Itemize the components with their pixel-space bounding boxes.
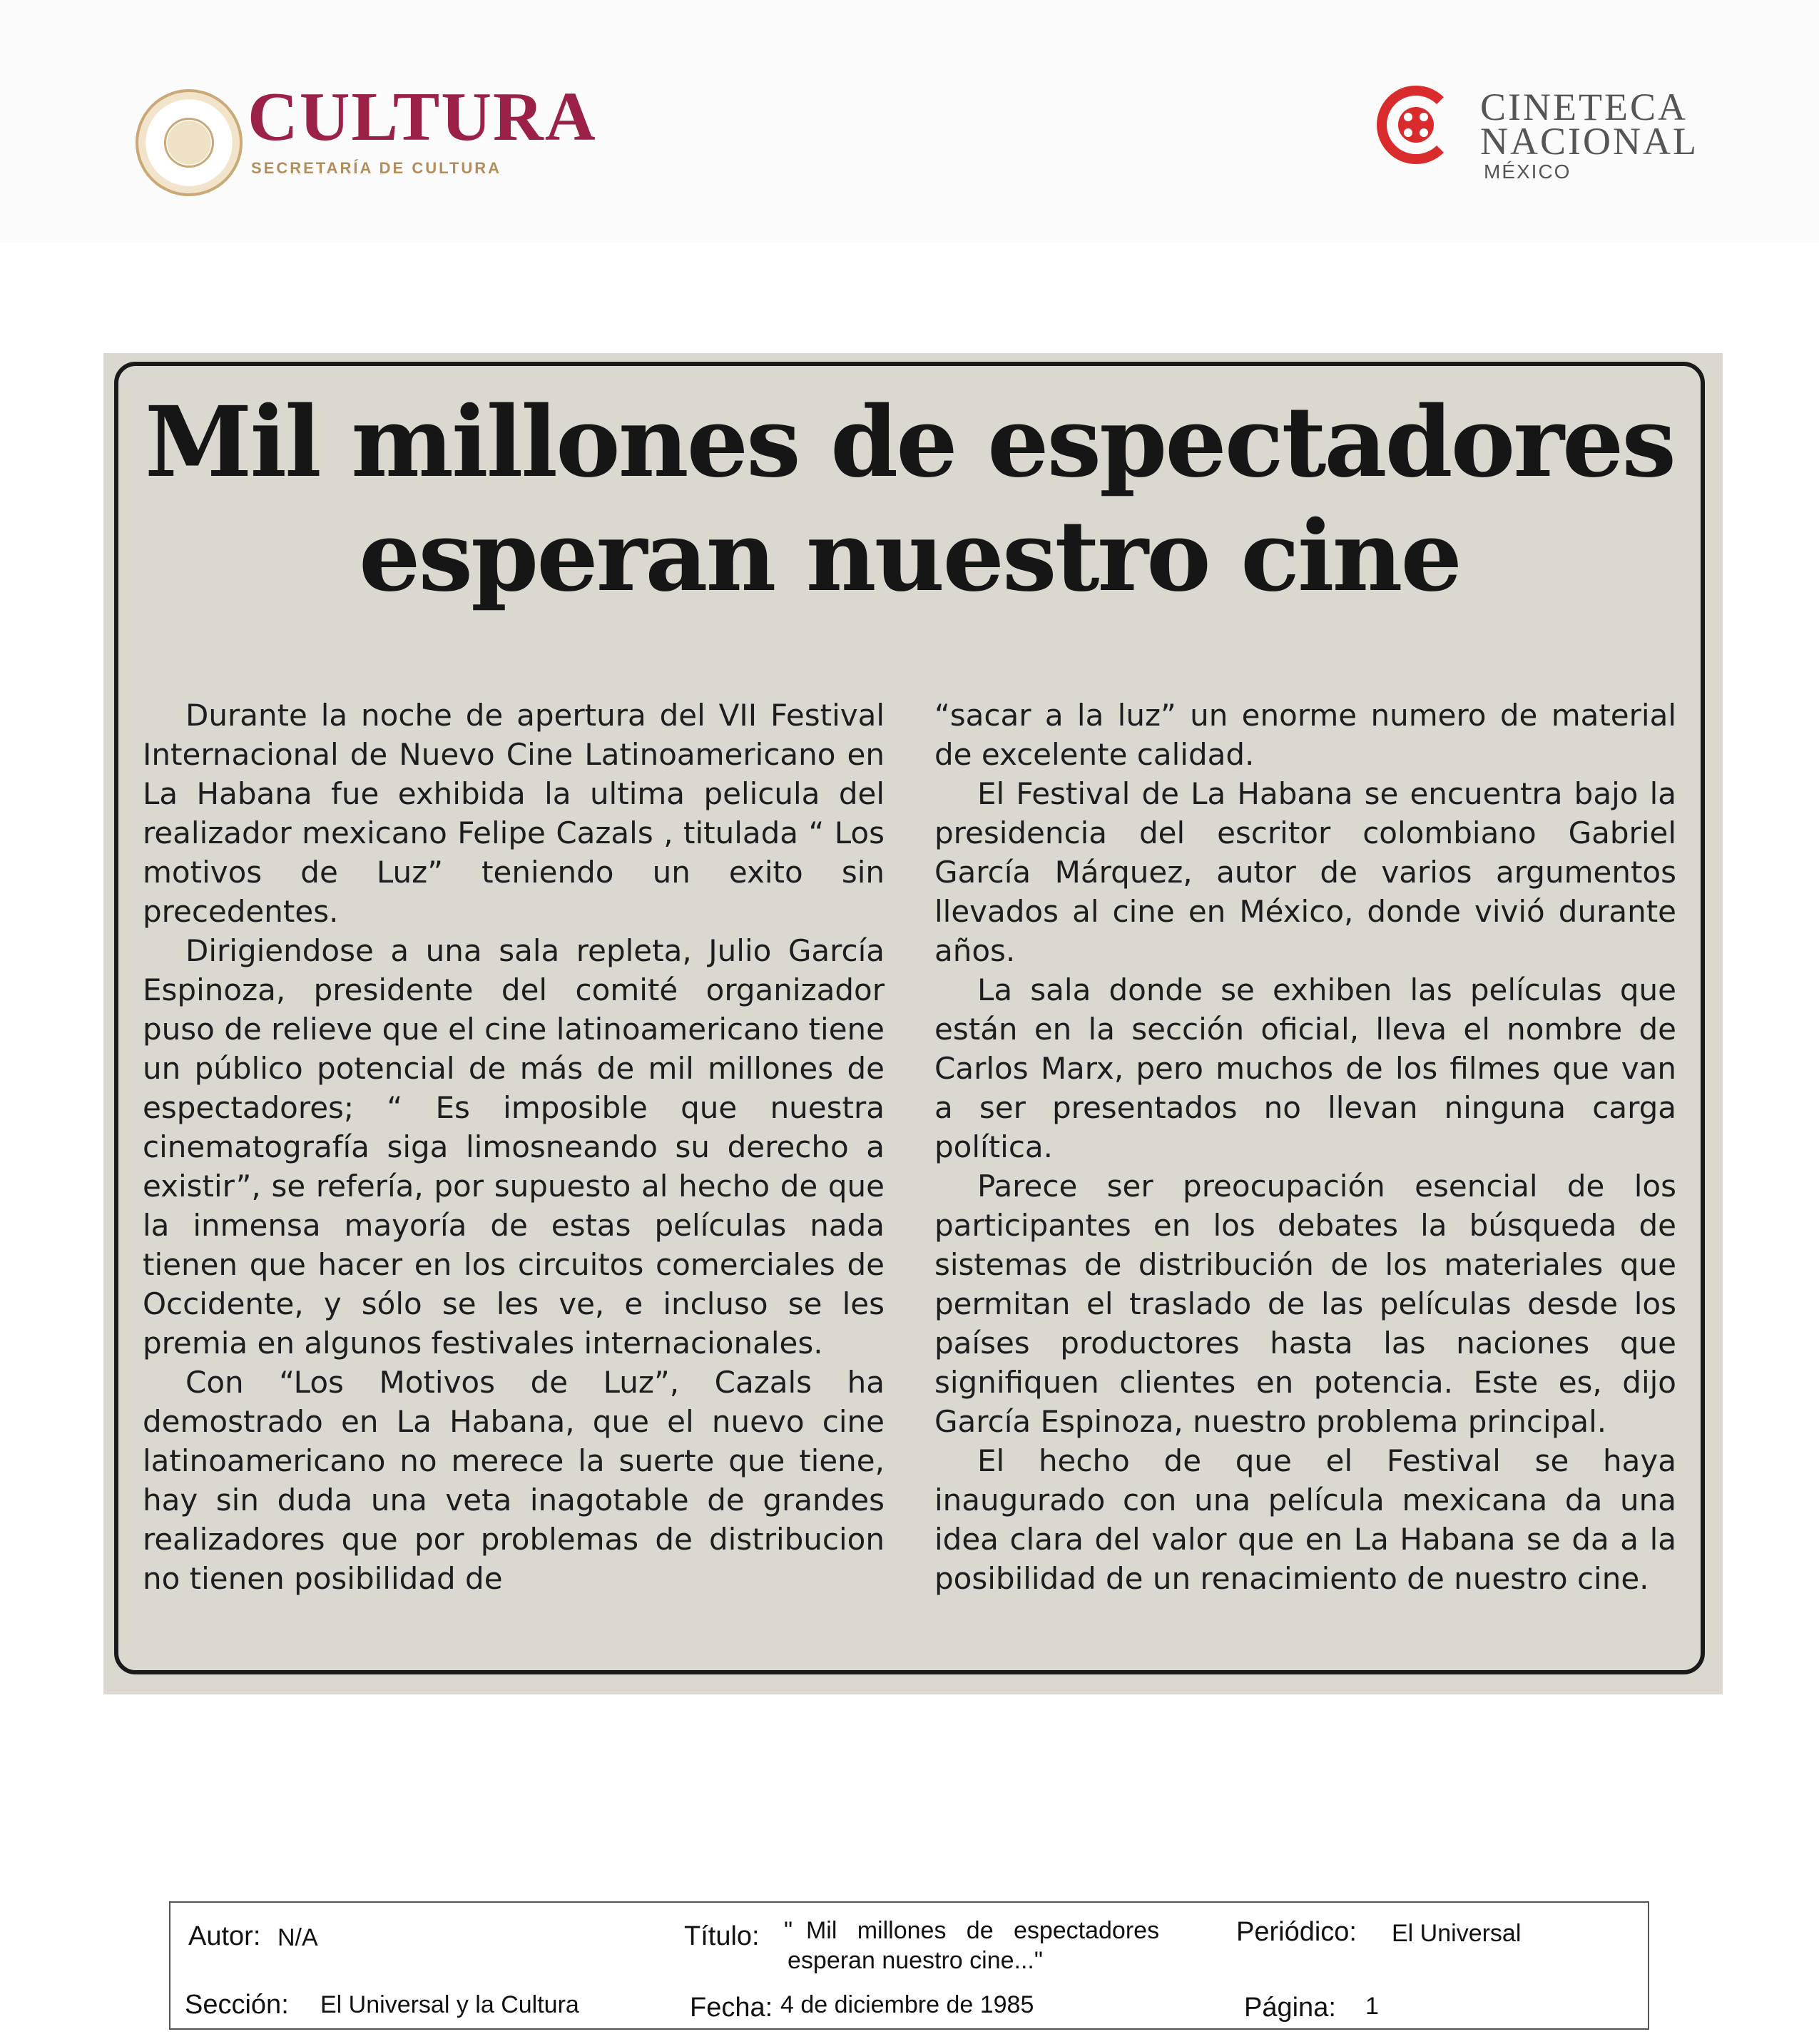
titulo-label: Título: (684, 1921, 760, 1951)
cineteca-logo (1377, 82, 1698, 183)
article-headline (132, 385, 1687, 614)
newspaper-clipping (103, 353, 1723, 1694)
paragraph: La sala donde se exhiben las películas que están en la sección oficial, lleva el nombre de Carlos Marx, pero muchos de los filmes que van a ser presentados no llevan ninguna carga política. (934, 972, 1676, 1164)
cineteca-line1: CINETECA (1480, 86, 1688, 128)
periodico-label: Periódico: (1236, 1917, 1357, 1947)
pagina-label: Página: (1244, 1993, 1336, 2023)
pagina-value: 1 (1365, 1993, 1379, 2020)
cultura-subtitle: SECRETARÍA DE CULTURA (251, 159, 502, 177)
metadata-table (169, 1901, 1649, 2030)
seal-eagle-emblem (164, 118, 214, 168)
fecha-value: 4 de diciembre de 1985 (780, 1991, 1034, 2018)
article-columns (143, 696, 1676, 1652)
autor-label: Autor: (188, 1921, 261, 1951)
cineteca-line2: NACIONAL (1480, 120, 1698, 163)
titulo-value-line2: esperan nuestro cine..." (788, 1947, 1043, 1974)
seccion-value: El Universal y la Cultura (320, 1991, 579, 2018)
seccion-label: Sección: (185, 1990, 289, 2020)
paragraph: El hecho de que el Festival se haya inaugurado con una película mexicana da una idea clara del valor que en La Habana se da a la posibilidad de un renacimiento de nuestro cine. (934, 1443, 1676, 1596)
paragraph: Dirigiendose a una sala repleta, Julio García Espinoza, presidente del comité organizador puso de relieve que el cine latinoamericano tiene un público potencial de más de mil millones de espectadores; “ Es imposible que nuestra cinematografía siga limosneando su derecho a existir”, se refería, por supuesto al hecho de que la inmensa mayoría de estas películas nada tienen que hacer en los circuitos comerciales de Occidente, y sólo se les ve, e incluso se les premia en algunos festivales internacionales. (143, 933, 885, 1361)
titulo-value-line1: " Mil millones de espectadores (784, 1917, 1160, 1944)
paragraph: El Festival de La Habana se encuentra bajo la presidencia del escritor colombiano Gabriel García Márquez, autor de varios argumentos llevados al cine en México, donde vivió durante años. (934, 776, 1676, 968)
paragraph: Parece ser preocupación esencial de los participantes en los debates la búsqueda de sistemas de distribución de los materiales que permitan el traslado de las películas desde los países productores hasta las naciones que signifiquen clientes en potencia. Este es, dijo García Espinoza, nuestro problema principal. (934, 1169, 1676, 1439)
fecha-label: Fecha: (690, 1993, 773, 2023)
headline-line-1: Mil millones de espectadores (144, 385, 1675, 499)
paragraph-continuation: “sacar a la luz” un enorme numero de material de excelente calidad. (934, 698, 1676, 772)
cineteca-line3: MÉXICO (1484, 161, 1571, 183)
paragraph: Durante la noche de apertura del VII Festival Internacional de Nuevo Cine Latinoamericano en La Habana fue exhibida la ultima pelicula del realizador mexicano Felipe Cazals , titulada “ Los motivos de Luz” teniendo un exito sin precedentes. (143, 698, 885, 929)
autor-value: N/A (277, 1924, 318, 1951)
headline-line-2: esperan nuestro cine (359, 499, 1460, 614)
periodico-value: El Universal (1392, 1920, 1522, 1947)
reel-center-icon (1398, 107, 1434, 143)
coat-of-arms-seal-icon (136, 89, 243, 196)
left-column (143, 696, 885, 1652)
cultura-wordmark: CULTURA (248, 78, 597, 156)
right-column (934, 696, 1676, 1652)
paragraph: Con “Los Motivos de Luz”, Cazals ha demostrado en La Habana, que el nuevo cine latinoamericano no merece la suerte que tiene, hay sin duda una veta inagotable de grandes realizadores que por problemas de distribucion no tienen posibilidad de (143, 1365, 885, 1596)
cultura-logo (136, 78, 606, 189)
